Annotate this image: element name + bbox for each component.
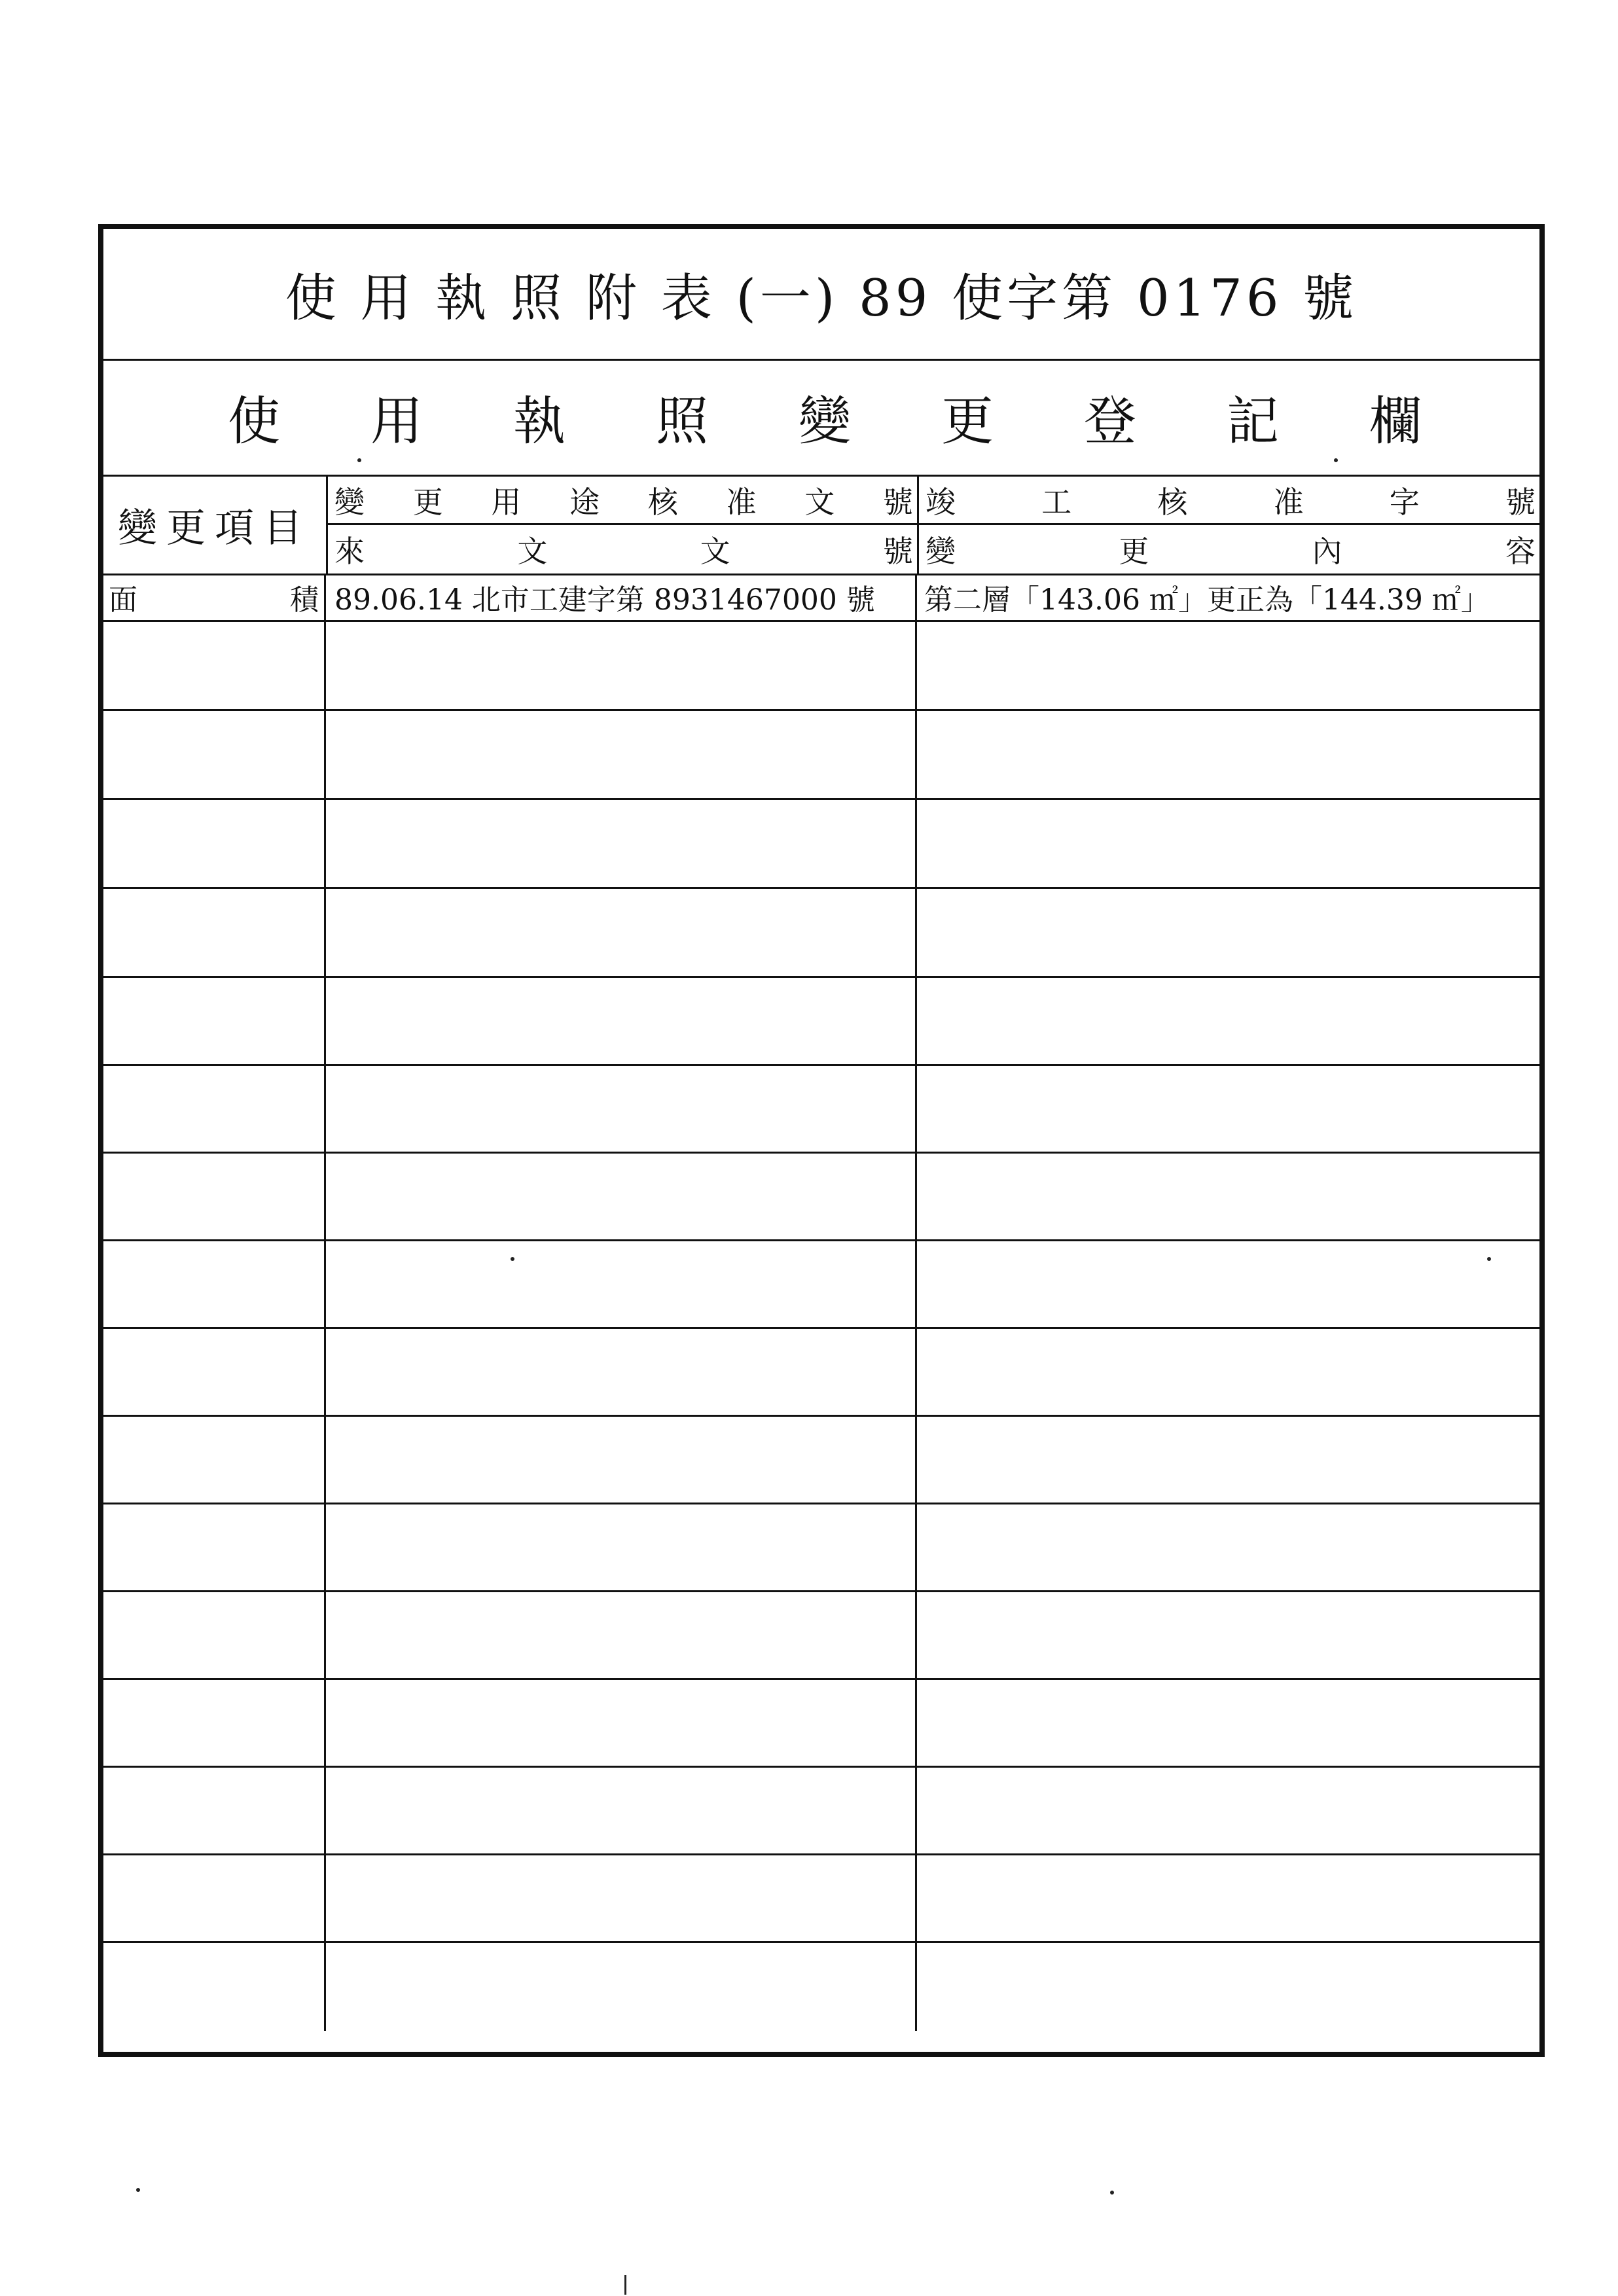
empty-cell	[103, 800, 326, 887]
doc-number-cell: 89.06.14 北市工建字第 8931467000 號	[328, 574, 917, 620]
header-char: 號	[882, 484, 913, 520]
header-char: 號	[882, 534, 913, 569]
empty-cell	[328, 978, 917, 1064]
empty-cell	[328, 1768, 917, 1853]
empty-cell	[103, 1680, 326, 1766]
empty-cell	[328, 622, 917, 709]
empty-cell	[919, 1066, 1539, 1152]
empty-cell	[103, 1154, 326, 1239]
header-char: 容	[1505, 534, 1536, 569]
empty-cell	[919, 1855, 1539, 1941]
table-row	[103, 1592, 1539, 1680]
section-title	[103, 359, 1539, 477]
header-char: 途	[569, 484, 600, 520]
empty-cell	[919, 1768, 1539, 1853]
section-title-char: 用	[370, 391, 423, 452]
empty-cell	[919, 1943, 1539, 2031]
header-change-content	[919, 525, 1539, 574]
empty-cell	[919, 711, 1539, 798]
header-char: 變	[926, 534, 956, 569]
header-char: 文	[517, 534, 548, 569]
empty-cell	[328, 711, 917, 798]
empty-cell	[328, 1680, 917, 1766]
table-row	[103, 622, 1539, 711]
empty-cell	[103, 1241, 326, 1327]
scan-speck	[1334, 458, 1338, 462]
empty-cell	[919, 889, 1539, 976]
empty-cell	[919, 1329, 1539, 1415]
empty-cell	[103, 1768, 326, 1853]
empty-cell	[328, 1504, 917, 1590]
empty-cell	[103, 1329, 326, 1415]
empty-cell	[103, 1943, 326, 2031]
header-char: 號	[1505, 484, 1536, 520]
header-incoming-doc-number	[328, 525, 917, 574]
empty-cell	[328, 1241, 917, 1327]
table-row	[103, 1768, 1539, 1855]
section-title-char: 執	[513, 391, 566, 452]
header-change-item: 變更項目	[103, 477, 328, 574]
license-table	[98, 224, 1545, 2057]
header-char: 來	[334, 534, 365, 569]
empty-cell	[919, 800, 1539, 887]
empty-cell	[919, 1504, 1539, 1590]
change-item-cell	[103, 574, 326, 620]
empty-cell	[328, 1154, 917, 1239]
empty-cell	[103, 978, 326, 1064]
header-char: 字	[1389, 484, 1420, 520]
table-row	[103, 574, 1539, 622]
table-row	[103, 1241, 1539, 1329]
table-row	[103, 711, 1539, 800]
header-char: 竣	[926, 484, 956, 520]
table-header	[103, 477, 1539, 575]
section-title-char: 變	[799, 391, 851, 452]
scan-speck	[1487, 1257, 1491, 1261]
empty-cell	[919, 622, 1539, 709]
empty-cell	[919, 1592, 1539, 1678]
empty-cell	[919, 1680, 1539, 1766]
header-right-column	[919, 477, 1539, 574]
header-char: 核	[647, 484, 678, 520]
change-item-char: 面	[109, 583, 137, 617]
section-title-char: 記	[1227, 391, 1279, 452]
empty-cell	[328, 1329, 917, 1415]
section-title-char: 登	[1084, 391, 1136, 452]
scan-speck	[136, 2188, 140, 2192]
empty-cell	[328, 1417, 917, 1503]
header-char: 更	[412, 484, 443, 520]
change-content-cell: 第二層「143.06 ㎡」更正為「144.39 ㎡」	[924, 583, 1490, 617]
empty-cell	[919, 978, 1539, 1064]
table-row	[103, 978, 1539, 1066]
empty-cell	[919, 1417, 1539, 1503]
header-char: 核	[1157, 484, 1188, 520]
table-row	[103, 1680, 1539, 1768]
table-row	[103, 1329, 1539, 1417]
scan-speck	[1110, 2191, 1114, 2195]
table-row	[103, 1066, 1539, 1154]
table-body	[103, 574, 1539, 2052]
header-char: 准	[1273, 484, 1304, 520]
section-title-char: 欄	[1369, 391, 1422, 452]
header-approval-doc-number	[328, 477, 917, 525]
empty-cell	[328, 1592, 917, 1678]
scan-speck	[357, 458, 361, 462]
document-title: 使 用 執 照 附 表 (一) 89 使字第 0176 號	[103, 229, 1539, 361]
table-row	[103, 800, 1539, 889]
empty-cell	[103, 1855, 326, 1941]
table-row	[103, 1855, 1539, 1943]
empty-cell	[103, 711, 326, 798]
empty-cell	[103, 1066, 326, 1152]
header-char: 文	[700, 534, 730, 569]
empty-cell	[328, 889, 917, 976]
empty-cell	[103, 622, 326, 709]
empty-cell	[328, 1855, 917, 1941]
table-row	[103, 1154, 1539, 1241]
section-title-char: 使	[228, 391, 280, 452]
header-char: 工	[1041, 484, 1072, 520]
scan-mark	[624, 2275, 626, 2295]
empty-cell	[328, 1943, 917, 2031]
header-char: 變	[334, 484, 365, 520]
header-char: 准	[726, 484, 757, 520]
scan-speck	[511, 1257, 514, 1261]
section-title-char: 照	[656, 391, 708, 452]
change-item-char: 積	[290, 583, 319, 617]
header-char: 用	[491, 484, 522, 520]
header-char: 文	[804, 484, 835, 520]
empty-cell	[328, 1066, 917, 1152]
table-row	[103, 1417, 1539, 1504]
header-char: 內	[1312, 534, 1342, 569]
empty-cell	[328, 800, 917, 887]
section-title-char: 更	[941, 391, 994, 452]
header-char: 更	[1119, 534, 1149, 569]
empty-cell	[919, 1241, 1539, 1327]
empty-cell	[919, 1154, 1539, 1239]
empty-cell	[103, 1592, 326, 1678]
table-row	[103, 889, 1539, 978]
empty-cell	[103, 1417, 326, 1503]
table-row	[103, 1504, 1539, 1592]
table-row	[103, 1943, 1539, 2031]
header-mid-column	[328, 477, 919, 574]
empty-cell	[103, 889, 326, 976]
empty-cell	[103, 1504, 326, 1590]
header-completion-approval-number	[919, 477, 1539, 525]
